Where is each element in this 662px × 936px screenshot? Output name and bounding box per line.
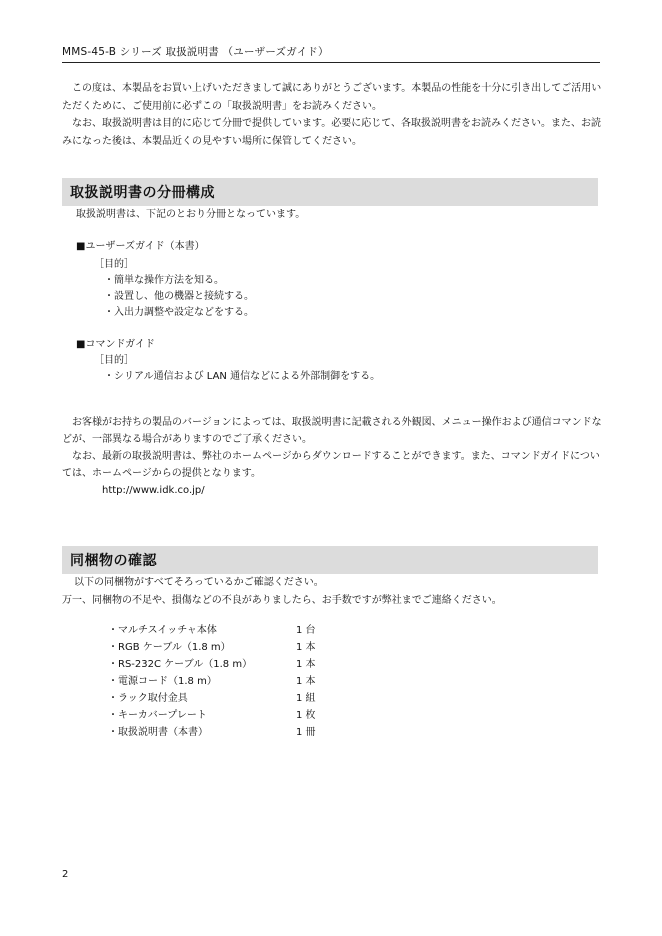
package-item-qty: 1 枚	[296, 710, 316, 721]
guide-users-purpose-item: ・設置し、他の機器と接続する。	[104, 291, 254, 302]
package-item-qty: 1 本	[296, 642, 316, 653]
package-item-qty: 1 台	[296, 625, 316, 636]
guide-users-purpose-label: ［目的］	[94, 259, 134, 270]
section-title: 同梱物の確認	[70, 553, 157, 569]
intro-paragraph-1: この度は、本製品をお買い上げいただきまして誠にありがとうございます。本製品の性能を十分に引き出してご活用いただくために、ご使用前に必ずこの「取扱説明書」をお読みください。	[62, 83, 602, 112]
package-item-qty: 1 組	[296, 693, 316, 704]
guide-command-purpose-label: ［目的］	[94, 355, 134, 366]
guide-command-name: ■コマンドガイド	[76, 339, 155, 350]
package-item-name: ・電源コード（1.8 m）	[108, 676, 217, 687]
section2-line-2: 万一、同梱物の不足や、損傷などの不良がありましたら、お手数ですが弊社までご連絡ください。	[62, 595, 502, 606]
version-note-paragraph-1: お客様がお持ちの製品のバージョンによっては、取扱説明書に記載される外観図、メニュー操作および通信コマンドなどが、一部異なる場合がありますのでご了承ください。	[62, 417, 602, 445]
package-item-name: ・マルチスイッチャ本体	[108, 625, 217, 636]
document-header: MMS-45-B シリーズ 取扱説明書 （ユーザーズガイド）	[62, 46, 329, 58]
page-number: 2	[62, 869, 69, 880]
package-item-name: ・RGB ケーブル（1.8 m）	[108, 642, 231, 653]
section2-line-1: 以下の同梱物がすべてそろっているかご確認ください。	[74, 577, 324, 588]
version-note	[62, 414, 602, 482]
package-item-name: ・RS-232C ケーブル（1.8 m）	[108, 659, 253, 670]
version-note-paragraph-2: なお、最新の取扱説明書は、弊社のホームページからダウンロードすることができます。また、コマンドガイドについては、ホームページからの提供となります。	[62, 451, 600, 479]
guide-users-purpose-item: ・簡単な操作方法を知る。	[104, 275, 224, 286]
website-url-link[interactable]: http://www.idk.co.jp/	[102, 485, 205, 496]
guide-users-purpose-item: ・入出力調整や設定などをする。	[104, 307, 254, 318]
section-heading-package-contents	[62, 546, 598, 574]
package-item-name: ・ラック取付金具	[108, 693, 188, 704]
package-item-qty: 1 冊	[296, 727, 316, 738]
intro-text	[62, 80, 602, 150]
header-divider	[62, 62, 600, 63]
guide-command-purpose-item: ・シリアル通信および LAN 通信などによる外部制御をする。	[104, 371, 381, 382]
section-heading-manual-structure	[62, 178, 598, 206]
package-item-name: ・キーカバープレート	[108, 710, 207, 721]
section-title: 取扱説明書の分冊構成	[70, 185, 215, 201]
package-item-qty: 1 本	[296, 659, 316, 670]
package-item-qty: 1 本	[296, 676, 316, 687]
guide-users-name: ■ユーザーズガイド（本書）	[76, 241, 205, 252]
section1-lead: 取扱説明書は、下記のとおり分冊となっています。	[76, 209, 306, 220]
intro-paragraph-2: なお、取扱説明書は目的に応じて分冊で提供しています。必要に応じて、各取扱説明書をお読みください。また、お読みになった後は、本製品近くの見やすい場所に保管してください。	[62, 118, 601, 147]
package-item-name: ・取扱説明書（本書）	[108, 727, 208, 738]
